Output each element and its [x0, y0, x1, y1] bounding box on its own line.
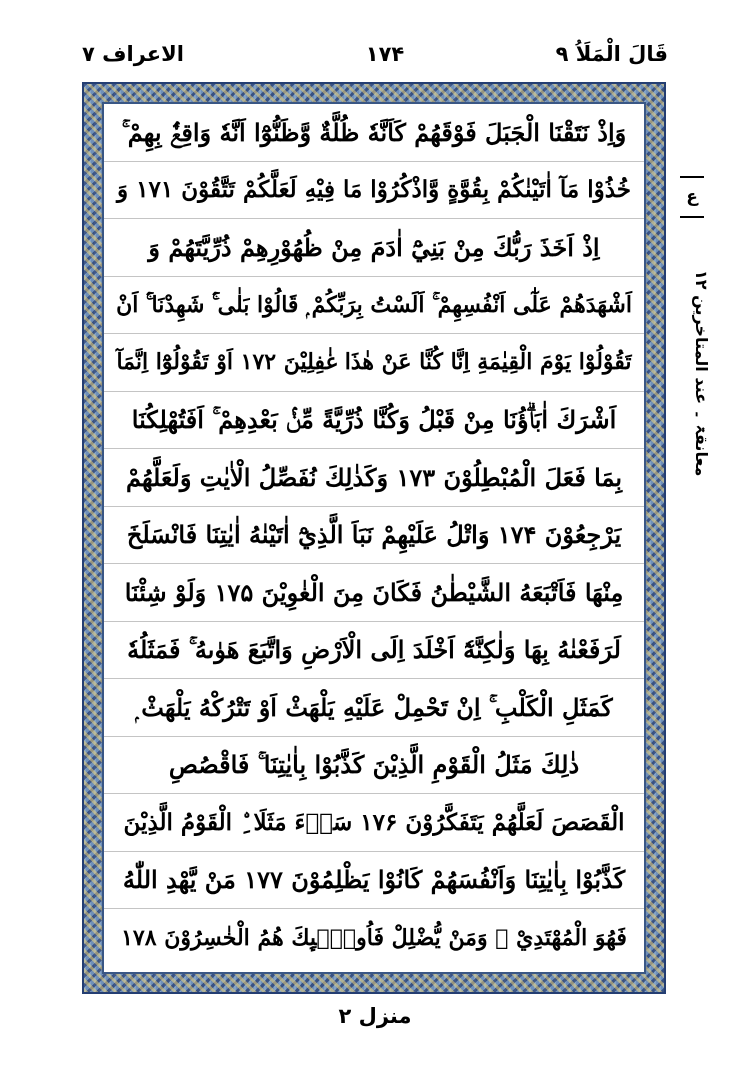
text-line: يَرْجِعُوْنَ ۱۷۴ وَاتْلُ عَلَيْهِمْ نَبَاَ الَّذِيْٓ اٰتَيْنٰهُ اٰيٰتِنَا فَانْسَلَخَ — [104, 507, 644, 565]
juz-name: قَالَ الْمَلَاُ ۹ — [555, 42, 668, 66]
text-line: كَذَّبُوْا بِاٰيٰتِنَا وَاَنْفُسَهُمْ كَانُوْا يَظْلِمُوْنَ ۱۷۷ مَنْ يَّهْدِ اللّٰهُ — [104, 852, 644, 910]
side-margin — [668, 82, 750, 994]
page-number: ۱۷۴ — [365, 42, 405, 66]
text-line: الْقَصَصَ لَعَلَّهُمْ يَتَفَكَّرُوْنَ ۱۷۶ سَاۗءَ مَثَلَا ِۨ الْقَوْمُ الَّذِيْنَ — [104, 794, 644, 852]
text-line: بِمَا فَعَلَ الْمُبْطِلُوْنَ ۱۷۳ وَكَذٰلِكَ نُفَصِّلُ الْاٰيٰتِ وَلَعَلَّهُمْ — [104, 449, 644, 507]
ornamental-border — [82, 82, 666, 994]
text-line: لَرَفَعْنٰهُ بِهَا وَلٰكِنَّهٗٓ اَخْلَدَ اِلَى الْاَرْضِ وَاتَّبَعَ هَوٰىهُ ۚ فَمَثَلُهٗ — [104, 622, 644, 680]
text-line: اَشْرَكَ اٰبَاۗؤُنَا مِنْ قَبْلُ وَكُنَّا ذُرِّيَّةً مِّنْۢ بَعْدِهِمْ ۚ اَفَتُهْلِكُنَا — [104, 392, 644, 450]
text-line: مِنْهَا فَاَتْبَعَهُ الشَّيْطٰنُ فَكَانَ مِنَ الْغٰوِيْنَ ۱۷۵ وَلَوْ شِئْنَا — [104, 564, 644, 622]
text-line: اِذْ اَخَذَ رَبُّكَ مِنْ بَنِيْٓ اٰدَمَ مِنْ ظُهُوْرِهِمْ ذُرِّيَّتَهُمْ وَ — [104, 219, 644, 277]
manzil-label: منزل ۲ — [338, 1004, 412, 1028]
text-line: تَقُوْلُوْا يَوْمَ الْقِيٰمَةِ اِنَّا كُنَّا عَنْ هٰذَا غٰفِلِيْنَ ۱۷۲ اَوْ تَقُوْلُوْٓا اِنَّمَآ — [104, 334, 644, 392]
ruku-mark: ع — [674, 174, 710, 220]
text-panel — [102, 102, 646, 974]
text-line: وَاِذْ نَتَقْنَا الْجَبَلَ فَوْقَهُمْ كَاَنَّهٗ ظُلَّةٌ وَّظَنُّوْٓا اَنَّهٗ وَاقِعٌۢ بِهِمْ ۚ — [104, 104, 644, 162]
surah-name: الاعراف ۷ — [82, 42, 184, 66]
margin-note: معانقۃ ۔ عند المتاخرین ۱۲ — [692, 270, 711, 477]
text-line: ذٰلِكَ مَثَلُ الْقَوْمِ الَّذِيْنَ كَذَّبُوْا بِاٰيٰتِنَا ۚ فَاقْصُصِ — [104, 737, 644, 795]
text-line: خُذُوْا مَآ اٰتَيْنٰكُمْ بِقُوَّةٍ وَّاذْكُرُوْا مَا فِيْهِ لَعَلَّكُمْ تَتَّقُوْنَ ۱۷۱ وَ — [104, 162, 644, 220]
text-line: اَشْهَدَهُمْ عَلٰٓى اَنْفُسِهِمْ ۚ اَلَسْتُ بِرَبِّكُمْ ۭ قَالُوْا بَلٰى ۚۛ شَهِدْنَا ۚۛ اَنْ — [104, 277, 644, 335]
text-line: فَهُوَ الْمُهْتَدِيْ ۚ وَمَنْ يُّضْلِلْ فَاُولٰۗىِٕكَ هُمُ الْخٰسِرُوْنَ ۱۷۸ — [121, 924, 627, 951]
text-line: كَمَثَلِ الْكَلْبِ ۚ اِنْ تَحْمِلْ عَلَيْهِ يَلْهَثْ اَوْ تَتْرُكْهُ يَلْهَثْ ۭ — [104, 679, 644, 737]
